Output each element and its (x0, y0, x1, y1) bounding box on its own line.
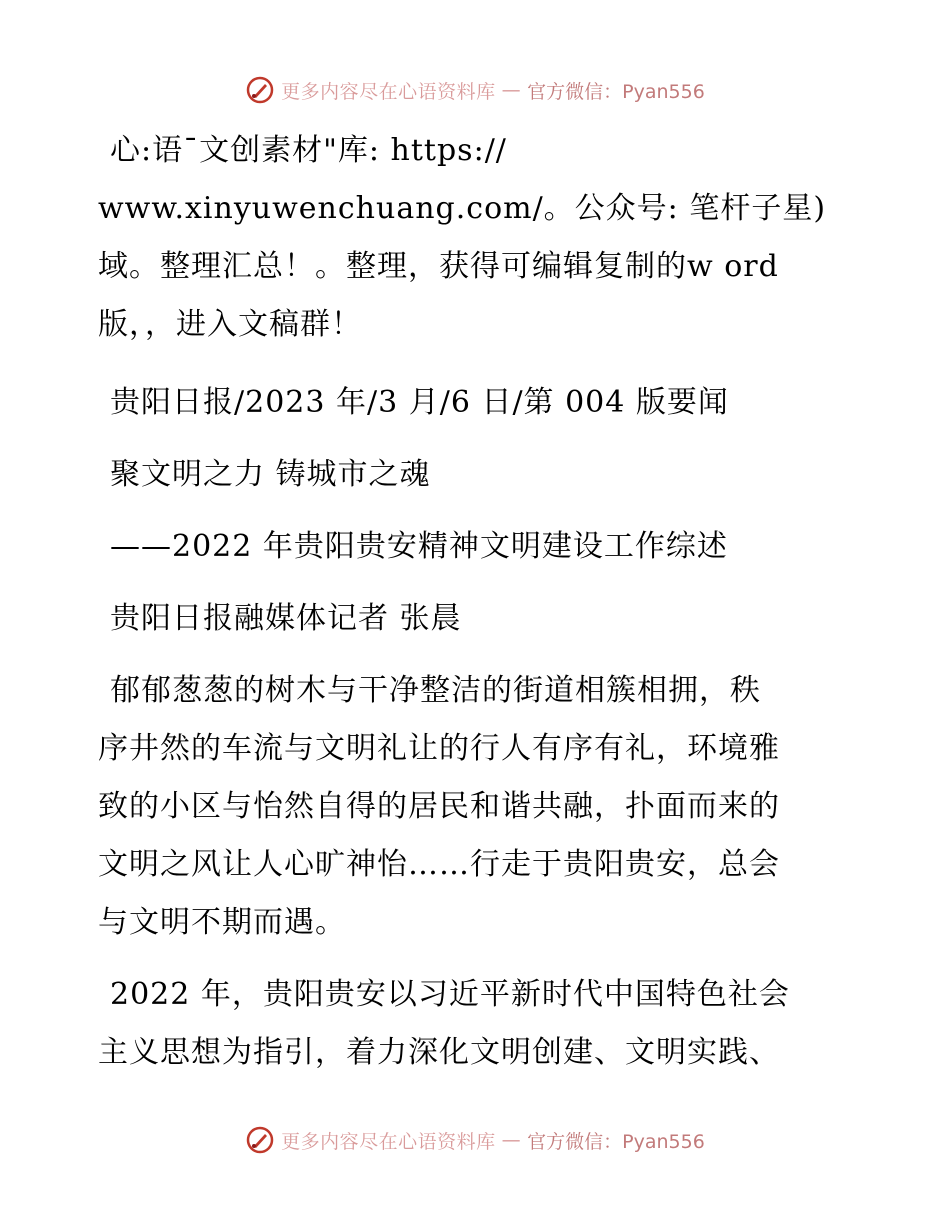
watermark-text: 更多内容尽在心语资料库 (281, 1130, 496, 1153)
intro-block (98, 122, 858, 354)
document-body (98, 122, 858, 1082)
source-line: 贵阳日报/2023 年/3 月/6 日/第 004 版要闻 (110, 385, 729, 420)
intro-line: 版，，进入文稿群！ (98, 307, 362, 342)
watermark-footer (0, 1120, 950, 1160)
watermark-separator: — (501, 79, 522, 101)
pen-seal-icon (245, 75, 275, 105)
watermark-contact: 官方微信：Pyan556 (527, 1130, 705, 1153)
intro-line: 心:语¯文创素材"库: https:// (110, 133, 507, 168)
subheadline: ——2022 年贵阳贵安精神文明建设工作综述 (110, 529, 728, 564)
paragraph-line: 2022 年，贵阳贵安以习近平新时代中国特色社会 (110, 977, 790, 1012)
paragraph-1 (98, 662, 858, 952)
watermark-contact: 官方微信：Pyan556 (527, 80, 705, 103)
watermark-header (0, 70, 950, 110)
byline: 贵阳日报融媒体记者 张晨 (110, 601, 462, 636)
paragraph-2 (98, 966, 858, 1082)
intro-line: www.xinyuwenchuang.com/。公众号: 笔杆子星) (98, 191, 827, 226)
paragraph-line: 与文明不期而遇。 (98, 905, 346, 940)
watermark-separator: — (501, 1129, 522, 1151)
intro-line: 域。整理汇总！。整理，获得可编辑复制的w ord (98, 249, 779, 284)
paragraph-line: 郁郁葱葱的树木与干净整洁的街道相簇相拥，秩 (110, 673, 761, 708)
pen-seal-icon (245, 1125, 275, 1155)
paragraph-line: 序井然的车流与文明礼让的行人有序有礼，环境雅 (98, 731, 780, 766)
paragraph-line: 文明之风让人心旷神怡……行走于贵阳贵安，总会 (98, 847, 780, 882)
watermark-text: 更多内容尽在心语资料库 (281, 80, 496, 103)
paragraph-line: 主义思想为指引，着力深化文明创建、文明实践、 (98, 1035, 780, 1070)
headline: 聚文明之力 铸城市之魂 (110, 457, 431, 492)
paragraph-line: 致的小区与怡然自得的居民和谐共融，扑面而来的 (98, 789, 780, 824)
